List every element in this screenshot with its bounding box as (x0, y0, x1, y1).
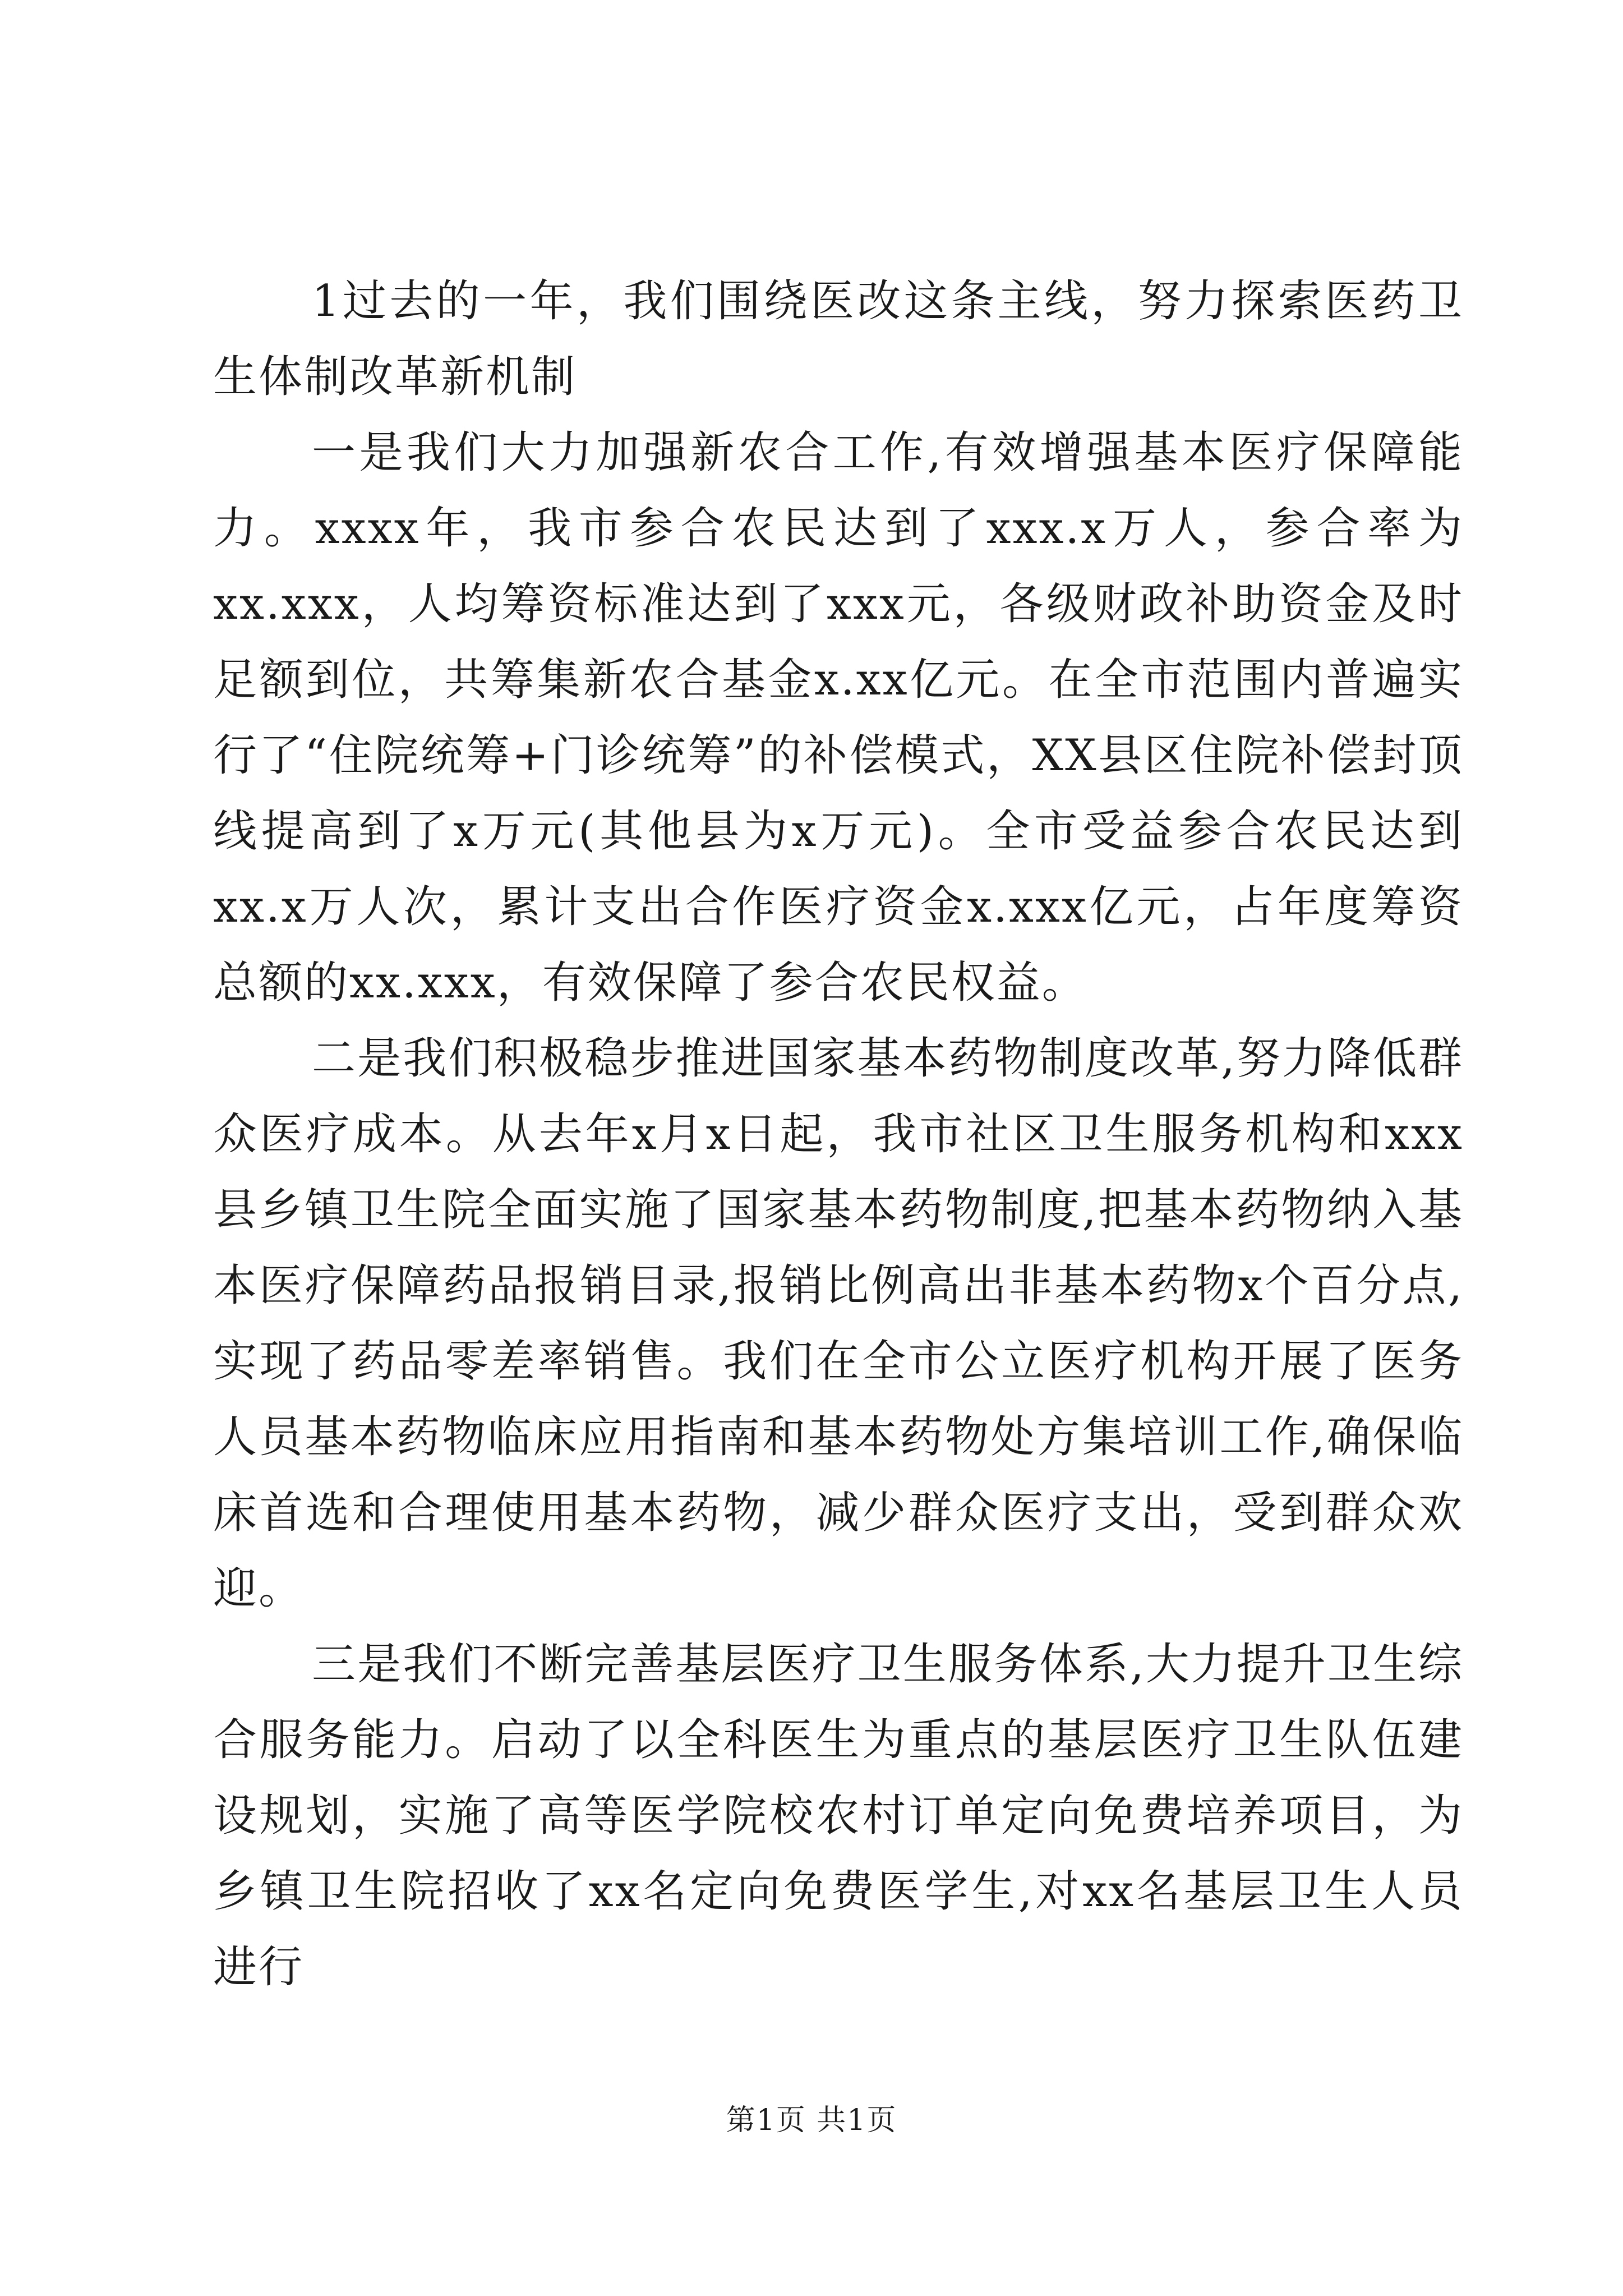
paragraph-heading: 1过去的一年，我们围绕医改这条主线，努力探索医药卫生体制改革新机制 (213, 276, 1464, 402)
document-body (213, 264, 1464, 2005)
paragraph-essential-drugs: 二是我们积极稳步推进国家基本药物制度改革,努力降低群众医疗成本。从去年x月x日起，我市社区卫生服务机构和xxx县乡镇卫生院全面实施了国家基本药物制度,把基本药物纳入基本医疗保障药品报销目录,报销比例高出非基本药物x个百分点,实现了药品零差率销售。我们在全市公立医疗机构开展了医务人员基本药物临床应用指南和基本药物处方集培训工作,确保临床首选和合理使用基本药物，减少群众医疗支出，受到群众欢迎。 (213, 1033, 1464, 1614)
paragraph-primary-care-system: 三是我们不断完善基层医疗卫生服务体系,大力提升卫生综合服务能力。启动了以全科医生为重点的基层医疗卫生队伍建设规划，实施了高等医学院校农村订单定向免费培养项目，为乡镇卫生院招收了xx名定向免费医学生,对xx名基层卫生人员进行 (213, 1639, 1464, 1993)
paragraph-new-rural-cooperative: 一是我们大力加强新农合工作,有效增强基本医疗保障能力。xxxx年，我市参合农民达到了xxx.x万人，参合率为xx.xxx，人均筹资标准达到了xxx元，各级财政补助资金及时足额到位，共筹集新农合基金x.xx亿元。在全市范围内普遍实行了“住院统筹+门诊统筹”的补偿模式，XX县区住院补偿封顶线提高到了x万元(其他县为x万元)。全市受益参合农民达到xx.x万人次，累计支出合作医疗资金x.xxx亿元，占年度筹资总额的xx.xxx，有效保障了参合农民权益。 (213, 427, 1464, 1008)
page-footer: 第1页 共1页 (726, 2104, 897, 2137)
